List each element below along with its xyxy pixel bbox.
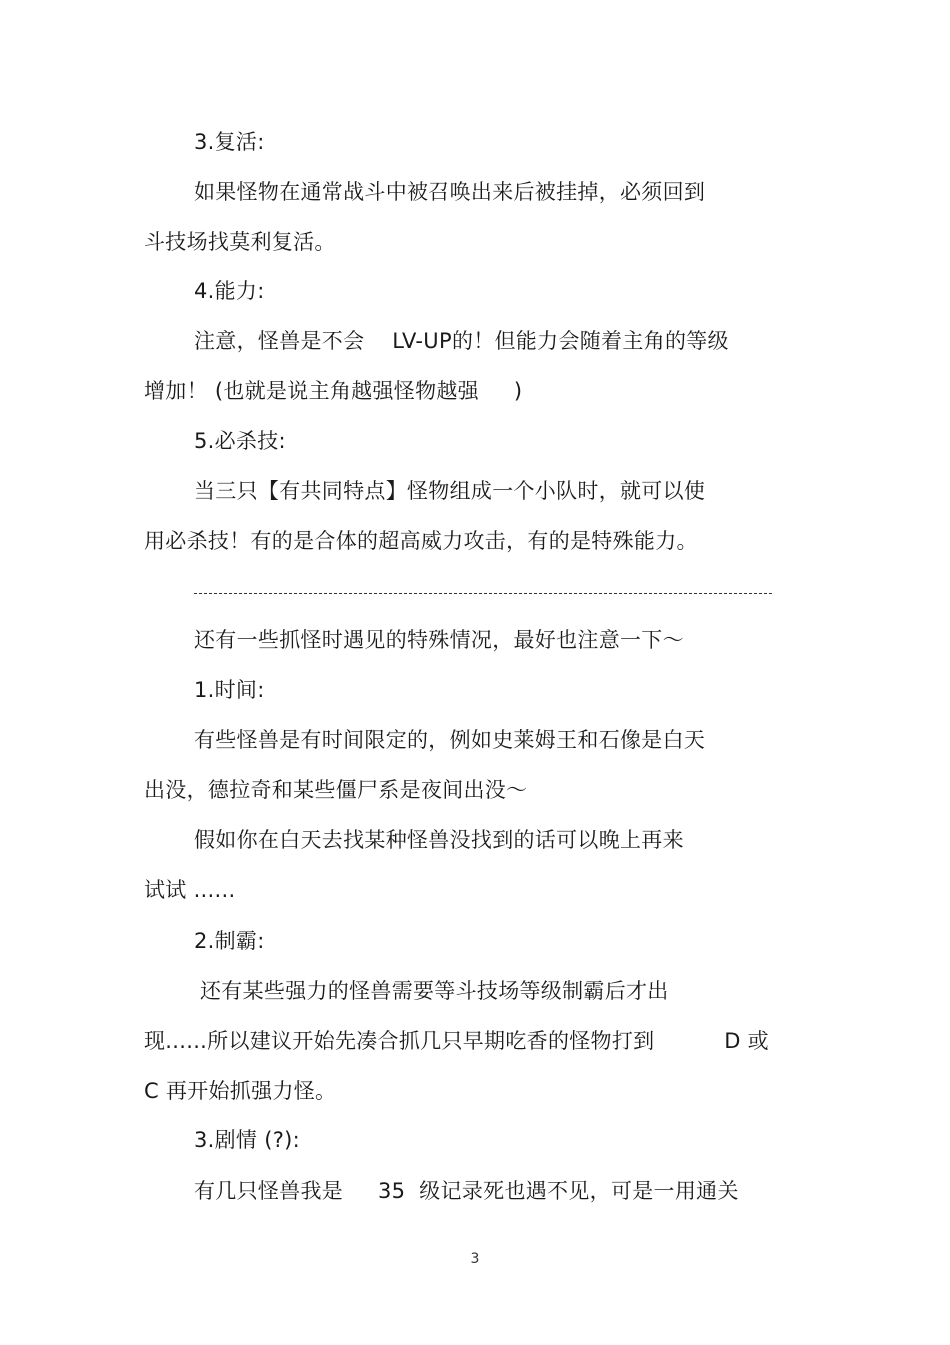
paragraph-line: C 再开始抓强力怪。 xyxy=(144,1079,337,1103)
paragraph-line: 增加！ (也就是说主角越强怪物越强 ) xyxy=(144,379,523,403)
paragraph-line: 现......所以建议开始先凑合抓几只早期吃香的怪物打到 D 或 xyxy=(144,1029,769,1053)
paragraph-line: 有几只怪兽我是 35 级记录死也遇不见，可是一用通关 xyxy=(194,1179,739,1203)
paragraph-line: 假如你在白天去找某种怪兽没找到的话可以晚上再来 xyxy=(194,828,684,852)
paragraph-line: 斗技场找莫利复活。 xyxy=(144,230,336,254)
paragraph-line: 如果怪物在通常战斗中被召唤出来后被挂掉，必须回到 xyxy=(194,180,706,204)
paragraph-line: 还有一些抓怪时遇见的特殊情况，最好也注意一下～ xyxy=(194,628,684,652)
heading-time: 1.时间: xyxy=(194,678,265,702)
heading-ability: 4.能力: xyxy=(194,279,265,303)
paragraph-line: 用必杀技！有的是合体的超高威力攻击，有的是特殊能力。 xyxy=(144,529,698,553)
page-number: 3 xyxy=(470,1251,480,1267)
heading-revive: 3.复活: xyxy=(194,130,265,154)
paragraph-line: 有些怪兽是有时间限定的，例如史莱姆王和石像是白天 xyxy=(194,728,706,752)
paragraph-line: 注意，怪兽是不会 LV-UP的！但能力会随着主角的等级 xyxy=(194,329,729,353)
heading-story: 3.剧情 (?): xyxy=(194,1128,301,1152)
heading-special-skill: 5.必杀技: xyxy=(194,429,286,453)
paragraph-line: 出没，德拉奇和某些僵尸系是夜间出没～ xyxy=(144,778,528,802)
paragraph-line: 试试 ...... xyxy=(144,878,236,902)
paragraph-line: 还有某些强力的怪兽需要等斗技场等级制霸后才出 xyxy=(200,979,669,1003)
paragraph-line: 当三只【有共同特点】怪物组成一个小队时，就可以使 xyxy=(194,479,706,503)
dashed-divider xyxy=(194,593,772,594)
heading-dominate: 2.制霸: xyxy=(194,929,265,953)
